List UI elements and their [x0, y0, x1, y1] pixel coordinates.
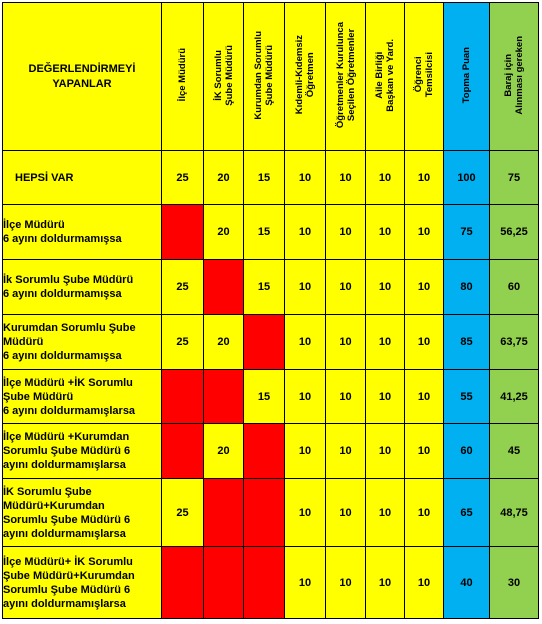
table-cell [162, 205, 204, 260]
table-cell [244, 424, 285, 479]
col-header-label: Öğretmenler Kurulunca Seçilen Öğretmenler [334, 21, 357, 129]
table-cell: 10 [285, 547, 326, 619]
row-label: İk Sorumlu Şube Müdürü 6 ayını doldurmamışsa [3, 260, 162, 315]
col-header-label: İK Sorumlu Şube Müdürü [212, 44, 235, 106]
table-cell: 15 [244, 260, 285, 315]
row-label: İlçe Müdürü+ İK Sorumlu Şube Müdürü+Kurumdan Sorumlu Şube Müdürü 6 ayını doldurmamışlarsa [3, 547, 162, 619]
table-cell [162, 547, 204, 619]
table-cell: 10 [366, 315, 405, 370]
table-row [3, 370, 539, 424]
table-cell [162, 424, 204, 479]
table-cell: 10 [326, 370, 366, 424]
table-cell: 25 [162, 479, 204, 547]
table-cell: 10 [405, 370, 444, 424]
corner-header: DEĞERLENDİRMEYİ YAPANLAR [3, 3, 162, 151]
table-cell: 10 [326, 315, 366, 370]
table-cell [204, 547, 244, 619]
row-label: İlçe Müdürü +Kurumdan Sorumlu Şube Müdürü 6 ayını doldurmamışlarsa [3, 424, 162, 479]
table-cell: 10 [366, 205, 405, 260]
table-cell: 15 [244, 151, 285, 205]
table-cell [204, 479, 244, 547]
table-cell: 85 [444, 315, 490, 370]
table-cell [244, 315, 285, 370]
table-cell: 10 [366, 424, 405, 479]
col-header-label: Baraj için Alınması gereken [503, 35, 525, 115]
evaluation-table [2, 2, 539, 619]
table-cell: 75 [444, 205, 490, 260]
table-cell: 20 [204, 205, 244, 260]
table-cell: 10 [405, 424, 444, 479]
row-label: İlçe Müdürü 6 ayını doldurmamışsa [3, 205, 162, 260]
table-cell [244, 547, 285, 619]
col-header-topma-puan [444, 3, 490, 151]
table-cell: 10 [285, 479, 326, 547]
table-cell: 55 [444, 370, 490, 424]
table-cell: 60 [444, 424, 490, 479]
col-header-ogrenci-temsilcisi [405, 3, 444, 151]
col-header-kidemli-ogretmen [285, 3, 326, 151]
table-cell: 10 [326, 260, 366, 315]
table-cell: 10 [326, 205, 366, 260]
table-cell: 10 [366, 479, 405, 547]
table-cell: 63,75 [490, 315, 539, 370]
table-cell: 25 [162, 260, 204, 315]
table-cell [204, 370, 244, 424]
col-header-ilce-muduru [162, 3, 204, 151]
table-row [3, 547, 539, 619]
row-label: Kurumdan Sorumlu Şube Müdürü 6 ayını doldurmamışsa [3, 315, 162, 370]
table-row [3, 424, 539, 479]
table-cell: 40 [444, 547, 490, 619]
table-cell: 65 [444, 479, 490, 547]
table-cell: 10 [405, 547, 444, 619]
table-cell: 10 [326, 547, 366, 619]
table-cell: 10 [366, 547, 405, 619]
table-cell: 10 [405, 260, 444, 315]
table-cell: 56,25 [490, 205, 539, 260]
table-cell [162, 370, 204, 424]
table-cell: 10 [366, 370, 405, 424]
table-cell: 15 [244, 205, 285, 260]
col-header-label: Kurumdan Sorumlu Şube Müdürü [253, 30, 275, 120]
table-cell: 10 [405, 205, 444, 260]
col-header-label: Topma Puan [461, 46, 472, 104]
table-cell: 25 [162, 315, 204, 370]
row-label: İlçe Müdürü +İK Sorumlu Şube Müdürü 6 ayını doldurmamışlarsa [3, 370, 162, 424]
table-cell: 10 [405, 479, 444, 547]
table-cell: 10 [405, 315, 444, 370]
col-header-label: Öğrenci Temsilcisi [413, 52, 435, 98]
table-cell: 10 [285, 315, 326, 370]
table-cell: 10 [366, 260, 405, 315]
table-cell: 10 [285, 205, 326, 260]
col-header-kurumdan-sube-muduru [244, 3, 285, 151]
table-cell: 10 [326, 151, 366, 205]
table-cell: 20 [204, 315, 244, 370]
table-cell: 80 [444, 260, 490, 315]
table-row [3, 260, 539, 315]
table-row [3, 315, 539, 370]
table-cell: 10 [285, 151, 326, 205]
col-header-ik-sube-muduru [204, 3, 244, 151]
col-header-label: Kıdemli-Kıdemsiz Öğretmen [294, 35, 316, 115]
table-cell: 10 [285, 424, 326, 479]
row-label: HEPSİ VAR [3, 151, 162, 205]
col-header-secilen-ogretmenler [326, 3, 366, 151]
table-cell: 15 [244, 370, 285, 424]
table-cell: 10 [405, 151, 444, 205]
table-cell: 41,25 [490, 370, 539, 424]
col-header-baraj [490, 3, 539, 151]
table-cell [204, 260, 244, 315]
table-cell: 20 [204, 151, 244, 205]
table-row [3, 205, 539, 260]
table-cell: 100 [444, 151, 490, 205]
table-cell: 30 [490, 547, 539, 619]
table-cell: 10 [326, 479, 366, 547]
table-cell: 10 [285, 260, 326, 315]
table-cell: 25 [162, 151, 204, 205]
table-cell: 10 [326, 424, 366, 479]
table-row [3, 151, 539, 205]
col-header-label: Aile Birliği Başkan ve Yard. [374, 38, 396, 112]
table-cell: 10 [285, 370, 326, 424]
row-label: İK Sorumlu Şube Müdürü+Kurumdan Sorumlu Şube Müdürü 6 ayını doldurmamışlarsa [3, 479, 162, 547]
header-row [3, 3, 539, 151]
table-cell: 10 [366, 151, 405, 205]
table-cell: 48,75 [490, 479, 539, 547]
col-header-aile-birligi [366, 3, 405, 151]
table-cell: 20 [204, 424, 244, 479]
table-cell [244, 479, 285, 547]
col-header-label: İlçe Müdürü [177, 48, 188, 102]
table-row [3, 479, 539, 547]
table-cell: 60 [490, 260, 539, 315]
table-cell: 45 [490, 424, 539, 479]
table-cell: 75 [490, 151, 539, 205]
